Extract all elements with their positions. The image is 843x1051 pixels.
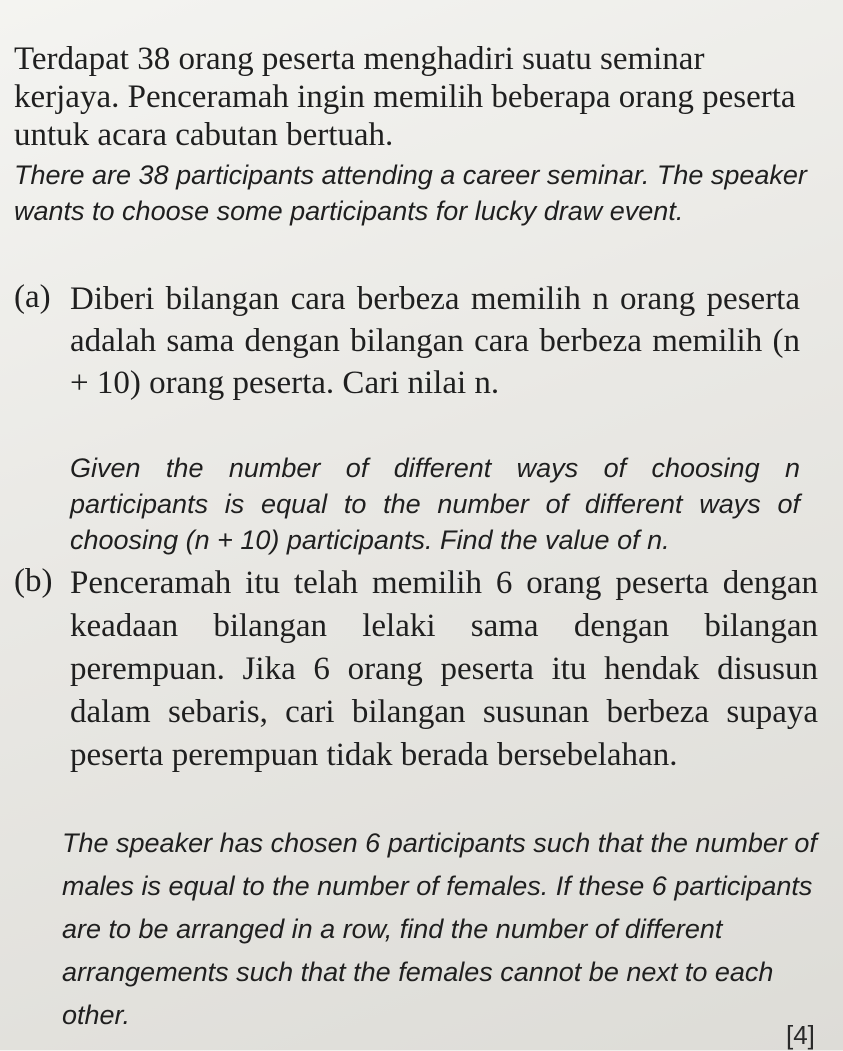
part-b-text-english: The speaker has chosen 6 participants such that the number of males is equal to the number of females. If these 6 participants are to be arranged in a row, find the number of different arrangements such that the females cannot be next to each other. — [62, 828, 817, 1030]
marks-label: [4] — [786, 1020, 815, 1050]
part-a-label: (a) — [14, 279, 51, 315]
part-b-label: (b) — [14, 563, 53, 599]
intro-english: There are 38 participants attending a career seminar. The speaker wants to choose some participants for lucky draw event. — [14, 160, 807, 226]
part-a-text-english: Given the number of different ways of choosing n participants is equal to the number of different ways of choosing (n + 10) participants. Find the value of n. — [70, 453, 800, 555]
part-a-text-malay: Diberi bilangan cara berbeza memilih n orang peserta adalah sama dengan bilangan cara berbeza memilih (n + 10) orang peserta. Cari nilai n. — [70, 281, 800, 401]
intro-malay: Terdapat 38 orang peserta menghadiri suatu seminar kerjaya. Penceramah ingin memilih beberapa orang peserta untuk acara cabutan bertuah. — [14, 41, 796, 153]
part-b-text-malay: Penceramah itu telah memilih 6 orang peserta dengan keadaan bilangan lelaki sama dengan bilangan perempuan. Jika 6 orang peserta itu hendak disusun dalam sebaris, cari bilangan susunan berbeza supaya peserta perempuan tidak berada bersebelahan. — [70, 565, 818, 773]
